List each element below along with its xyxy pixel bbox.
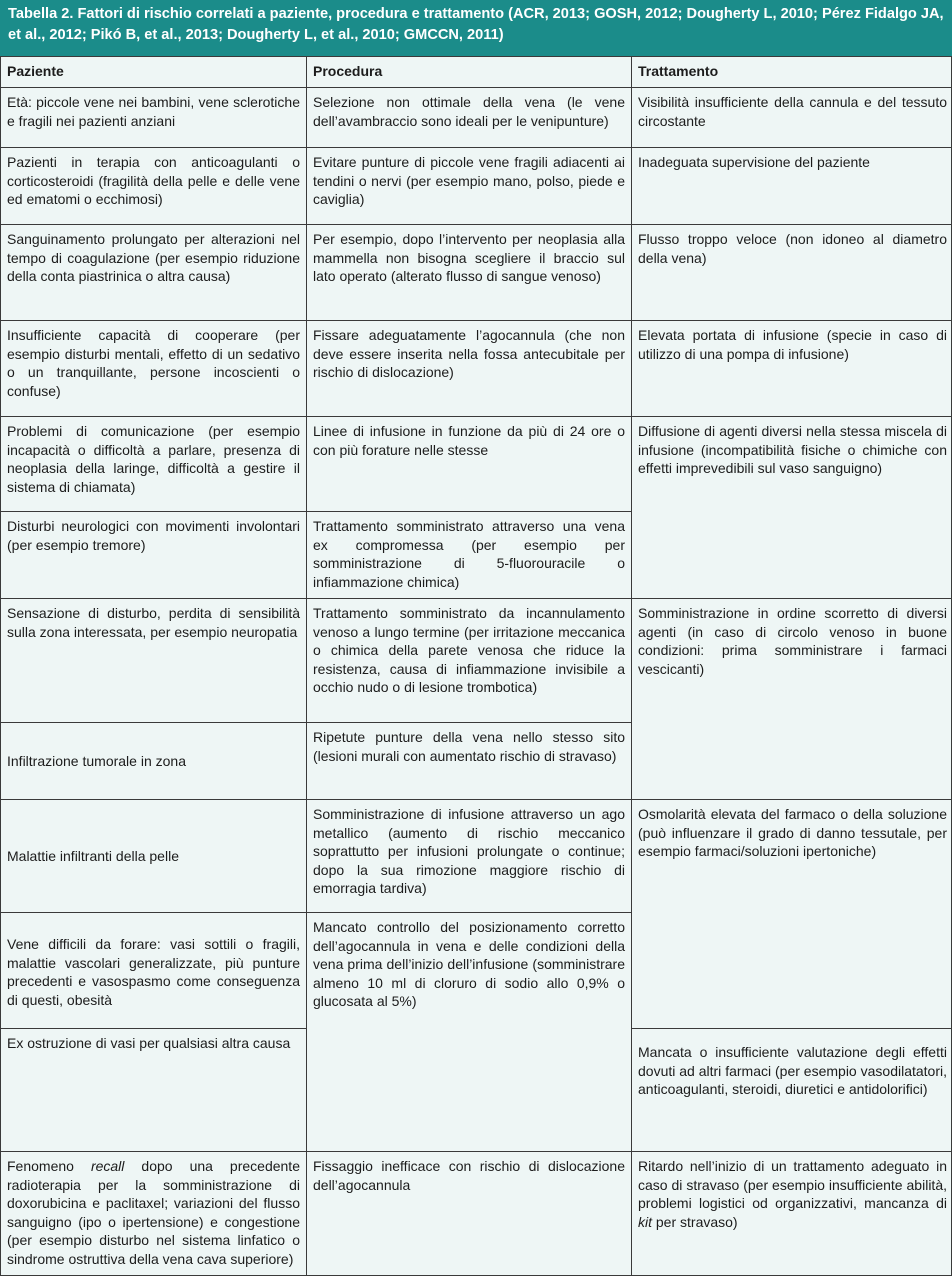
paziente-cell: Età: piccole vene nei bambini, vene sclerotiche e fragili nei pazienti anziani — [1, 87, 306, 147]
recall-text-after: dopo una precedente radioterapia per la somministrazione di doxorubicina e paclitaxel; variazioni del flusso sanguigno (ipo o ipertensione) e congestione (per esempio disturbo nel sistema linfatico o sindrome ostruttiva della vena cava superiore) — [7, 1158, 300, 1267]
trattamento-cell: Inadeguata supervisione del paziente — [631, 147, 952, 224]
procedura-cell: Fissare adeguatamente l’agocannula (che non deve essere inserita nella fossa antecubitale per rischio di dislocazione) — [306, 320, 631, 416]
procedura-cell: Somministrazione di infusione attraverso un ago metallico (aumento di rischio meccanico soprattutto per infusioni prolungate o continue; dopo la sua rimozione maggiore rischio di emorragia tardiva) — [306, 799, 631, 912]
paziente-cell: Vene difficili da forare: vasi sottili o fragili, malattie vascolari generalizzate, più punture precedenti e vasospasmo come conseguenza di questi, obesità — [1, 912, 306, 1028]
risk-factors-table — [0, 56, 952, 1276]
trattamento-cell: Osmolarità elevata del farmaco o della soluzione (può influenzare il grado di danno tessutale, per esempio farmaci/soluzioni ipertoniche) — [631, 799, 952, 1028]
column-header-trattamento: Trattamento — [631, 57, 952, 87]
paziente-cell — [1, 1151, 306, 1276]
procedura-cell: Fissaggio inefficace con rischio di dislocazione dell’agocannula — [306, 1151, 631, 1276]
recall-text-before: Fenomeno — [7, 1158, 91, 1174]
procedura-cell: Mancato controllo del posizionamento corretto dell’agocannula in vena e delle condizioni della vena prima dell’inizio dell’infusione (somministrare almeno 10 ml di cloruro di sodio allo 0,9% o glucosata al 5%) — [306, 912, 631, 1151]
trattamento-cell: Diffusione di agenti diversi nella stessa miscela di infusione (incompatibilità fisiche o chimiche con effetti imprevedibili sul vaso sanguigno) — [631, 416, 952, 598]
trattamento-cell: Somministrazione in ordine scorretto di diversi agenti (in caso di circolo venoso in buone condizioni: prima somministrare i farmaci vescicanti) — [631, 598, 952, 799]
procedura-cell: Ripetute punture della vena nello stesso sito (lesioni murali con aumentato rischio di stravaso) — [306, 722, 631, 799]
paziente-cell: Sensazione di disturbo, perdita di sensibilità sulla zona interessata, per esempio neuropatia — [1, 598, 306, 722]
table-title: Tabella 2. Fattori di rischio correlati a paziente, procedura e trattamento (ACR, 2013; GOSH, 2012; Dougherty L, 2010; Pérez Fidalgo JA, et al., 2012; Pikó B, et al., 2013; Dougherty L, et al., 2010; GMCCN, 2011) — [0, 0, 952, 56]
paziente-cell: Sanguinamento prolungato per alterazioni nel tempo di coagulazione (per esempio riduzione della conta piastrinica o altra causa) — [1, 224, 306, 320]
kit-text-before: Ritardo nell’inizio di un trattamento adeguato in caso di stravaso (per esempio insufficiente abilità, problemi logistici od organizzativi, mancanza di — [638, 1158, 947, 1212]
paziente-cell: Insufficiente capacità di cooperare (per esempio disturbi mentali, effetto di un sedativo o un tranquillante, persone incoscienti o confuse) — [1, 320, 306, 416]
paziente-cell: Pazienti in terapia con anticoagulanti o corticosteroidi (fragilità della pelle e delle vene ed ematomi o ecchimosi) — [1, 147, 306, 224]
paziente-cell-text: Malattie infiltranti della pelle — [7, 847, 179, 864]
procedura-cell: Per esempio, dopo l’intervento per neoplasia alla mammella non bisogna scegliere il braccio sul lato operato (alterato flusso di sangue venoso) — [306, 224, 631, 320]
recall-term: recall — [90, 1158, 125, 1174]
kit-term: kit — [638, 1213, 652, 1230]
procedura-cell: Linee di infusione in funzione da più di 24 ore o con più forature nelle stesse — [306, 416, 631, 511]
trattamento-cell: Mancata o insufficiente valutazione degli effetti dovuti ad altri farmaci (per esempio vasodilatatori, anticoagulanti, steroidi, diuretici e antidolorifici) — [631, 1028, 952, 1151]
trattamento-cell: Visibilità insufficiente della cannula e del tessuto circostante — [631, 87, 952, 147]
kit-text-after: per stravaso) — [652, 1213, 738, 1230]
column-header-paziente: Paziente — [7, 63, 64, 79]
trattamento-cell: Elevata portata di infusione (specie in caso di utilizzo di una pompa di infusione) — [631, 320, 952, 416]
paziente-cell: Disturbi neurologici con movimenti involontari (per esempio tremore) — [1, 511, 306, 598]
paziente-cell: Problemi di comunicazione (per esempio incapacità o difficoltà a parlare, presenza di neoplasia della laringe, difficoltà a gestire il sistema di chiamata) — [1, 416, 306, 511]
paziente-cell-text: Infiltrazione tumorale in zona — [7, 752, 186, 769]
trattamento-cell — [631, 1151, 952, 1276]
paziente-cell: Ex ostruzione di vasi per qualsiasi altra causa — [1, 1028, 306, 1151]
paziente-cell — [1, 799, 306, 912]
procedura-cell: Trattamento somministrato attraverso una vena ex compromessa (per esempio per somministrazione di 5-fluorouracile o infiammazione chimica) — [306, 511, 631, 598]
paziente-cell — [1, 722, 306, 799]
procedura-cell: Evitare punture di piccole vene fragili adiacenti ai tendini o nervi (per esempio mano, polso, piede e caviglia) — [306, 147, 631, 224]
column-header-procedura: Procedura — [306, 57, 631, 87]
procedura-cell: Trattamento somministrato da incannulamento venoso a lungo termine (per irritazione meccanica o chimica della parete venosa che riduce la resistenza, causa di infiammazione invisibile a occhio nudo o di lesione trombotica) — [306, 598, 631, 722]
trattamento-cell: Flusso troppo veloce (non idoneo al diametro della vena) — [631, 224, 952, 320]
procedura-cell: Selezione non ottimale della vena (le vene dell’avambraccio sono ideali per le venipunture) — [306, 87, 631, 147]
